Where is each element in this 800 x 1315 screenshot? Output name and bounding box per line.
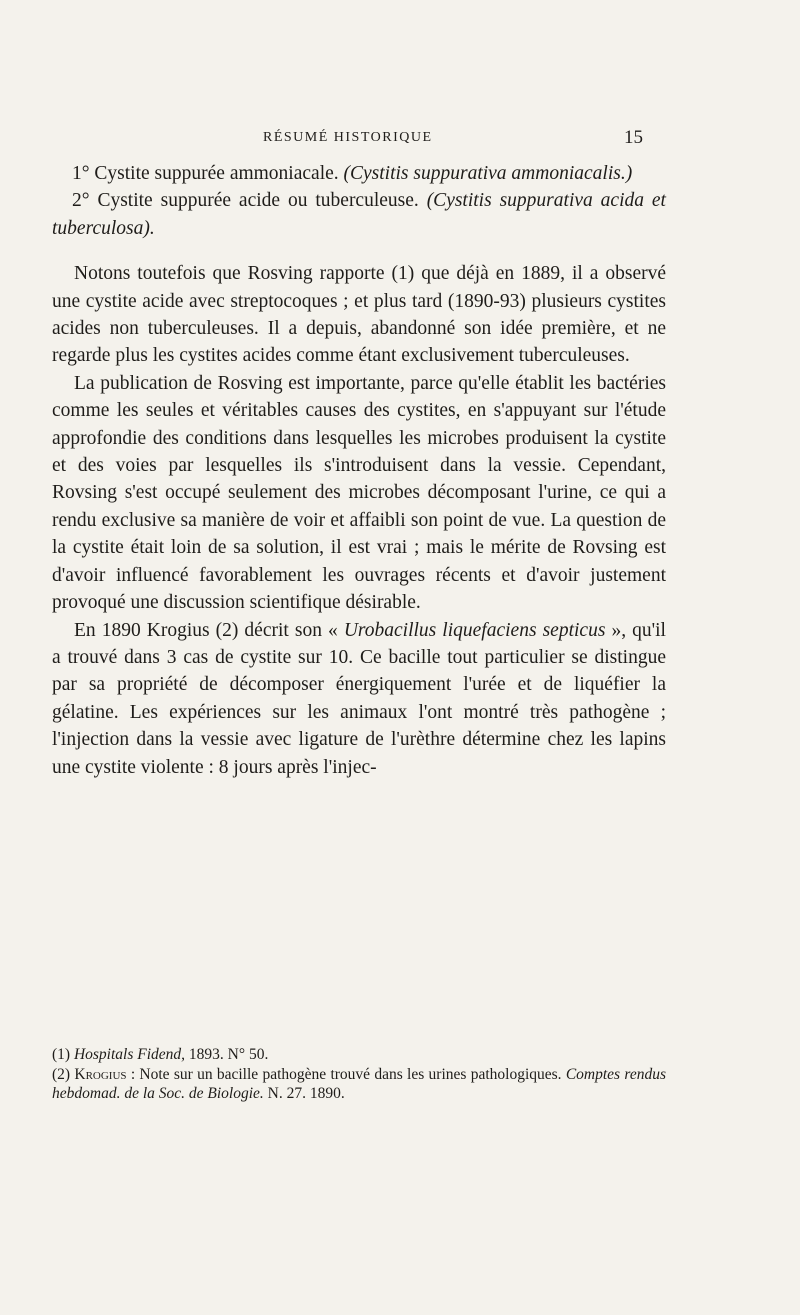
paragraph: Notons toutefois que Rosving rapporte (1) que déjà en 1889, il a observé une cystite acide avec streptocoques ; et plus tard (1890-93) plusieurs cystites acides non tuberculeuses. Il a depuis, abandonné son idée première, et ne regarde plus les cystites acides comme étant exclusivement tuberculeuses. xyxy=(52,263,666,367)
list-item: 2° Cystite suppurée acide ou tuberculeuse. (Cystitis suppurativa acida et tuberculosa). xyxy=(52,190,666,239)
paragraph: La publication de Rosving est importante, parce qu'elle établit les bactéries comme les seules et véritables causes des cystites, en s'appuyant sur l'étude approfondie des conditions dans lesquelles les microbes produisent la cystite et des voies par lesquelles ils s'introduisent dans la vessie. Cependant, Rovsing s'est occupé seulement des microbes décomposant l'urine, ce qui a rendu exclusive sa manière de voir et affaibli son point de vue. La question de la cystite était loin de sa solution, il est vrai ; mais le mérite de Rovsing est d'avoir influencé favorablement les ouvrages récents et d'avoir justement provoqué une discussion scientifique désirable. xyxy=(52,372,666,614)
page-header xyxy=(0,127,800,154)
running-title: RÉSUMÉ HISTORIQUE xyxy=(263,130,433,145)
list-item: 1° Cystite suppurée ammoniacale. (Cystitis suppurativa ammoniacalis.) xyxy=(72,163,633,184)
footnotes xyxy=(52,1045,666,1104)
body-text xyxy=(52,160,666,781)
page-number: 15 xyxy=(624,127,643,148)
paragraph: En 1890 Krogius (2) décrit son « Urobacillus liquefaciens septicus », qu'il a trouvé dans 3 cas de cystite sur 10. Ce bacille tout particulier se distingue par sa propriété de décomposer énergiquement l'urée et de liquéfier la gélatine. Les expériences sur les animaux l'ont montré très pathogène ; l'injection dans la vessie avec ligature de l'urèthre détermine chez les lapins une cystite violente : 8 jours après l'injec- xyxy=(52,619,666,778)
footnote: (2) Krogius : Note sur un bacille pathogène trouvé dans les urines pathologiques. Comptes rendus hebdomad. de la Soc. de Biologie. N. 27. 1890. xyxy=(52,1065,667,1102)
footnote: (1) Hospitals Fidend, 1893. N° 50. xyxy=(52,1046,269,1063)
